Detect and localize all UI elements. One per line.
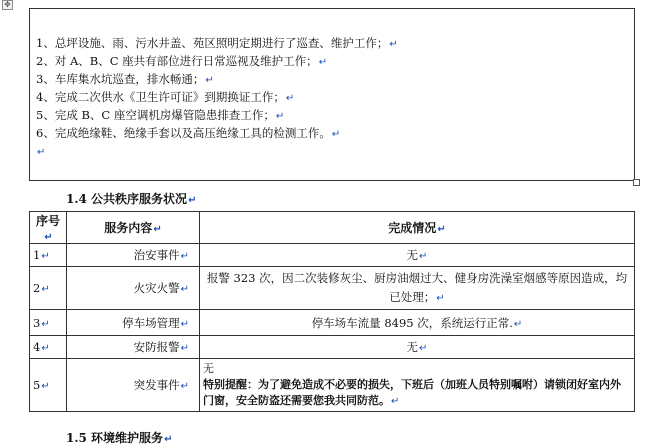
resize-handle-icon[interactable] — [633, 179, 640, 186]
paragraph-mark-icon: ↵ — [318, 57, 328, 68]
paragraph-mark-icon: ↵ — [205, 75, 214, 86]
task-line: 1、总坪设施、雨、污水井盖、苑区照明定期进行了巡查、维护工作；↵ — [36, 36, 398, 50]
paragraph-mark-icon: ↵ — [180, 381, 189, 392]
paragraph-mark-icon: ↵ — [180, 251, 189, 262]
cell-no: 4↵ — [30, 336, 67, 359]
paragraph-mark-icon: ↵ — [419, 343, 428, 354]
table-row — [30, 310, 635, 336]
paragraph-mark-icon: ↵ — [188, 195, 197, 206]
cell-result: 无 特别提醒：为了避免造成不必要的损失，下班后（加班人员特别嘱咐）请锁闭好室内外门窗，安全防盗还需要您我共同防范。↵ — [200, 359, 635, 412]
header-no: 序号↵ — [30, 212, 67, 244]
paragraph-mark-icon: ↵ — [164, 434, 173, 445]
cell-item: 治安事件↵ — [67, 244, 200, 267]
paragraph-mark-icon: ↵ — [41, 251, 50, 262]
table-move-handle-icon[interactable]: ✥ — [2, 0, 13, 10]
paragraph-mark-icon: ↵ — [437, 224, 446, 235]
cell-no: 1↵ — [30, 244, 67, 267]
task-line: 6、完成绝缘鞋、绝缘手套以及高压绝缘工具的检测工作。↵ — [36, 126, 341, 140]
cell-item: 安防报警↵ — [67, 336, 200, 359]
cell-no: 3↵ — [30, 310, 67, 336]
special-reminder: 特别提醒：为了避免造成不必要的损失，下班后（加班人员特别嘱咐）请锁闭好室内外门窗，安全防盗还需要您我共同防范。 — [203, 377, 621, 407]
cell-item: 火灾火警↵ — [67, 267, 200, 310]
task-line: 4、完成二次供水《卫生许可证》到期换证工作；↵ — [36, 90, 295, 104]
cell-result: 无↵ — [200, 336, 635, 359]
task-line: 2、对 A、B、C 座共有部位进行日常巡视及维护工作；↵ — [36, 54, 328, 68]
paragraph-mark-icon: ↵ — [41, 284, 50, 295]
paragraph-mark-icon: ↵ — [180, 343, 189, 354]
paragraph-mark-icon: ↵ — [41, 381, 50, 392]
table-row — [30, 336, 635, 359]
paragraph-mark-icon: ↵ — [37, 147, 46, 158]
cell-no: 5↵ — [30, 359, 67, 412]
header-result: 完成情况↵ — [200, 212, 635, 244]
table-row — [30, 359, 635, 412]
table-header-row — [30, 212, 635, 244]
header-item: 服务内容↵ — [67, 212, 200, 244]
cell-item: 停车场管理↵ — [67, 310, 200, 336]
maintenance-task-box — [29, 8, 635, 181]
service-table — [29, 211, 635, 412]
paragraph-mark-icon: ↵ — [389, 39, 398, 50]
paragraph-mark-icon: ↵ — [285, 93, 295, 104]
cell-result: 停车场车流量 8495 次，系统运行正常.↵ — [200, 310, 635, 336]
paragraph-mark-icon: ↵ — [44, 232, 53, 243]
paragraph-mark-icon: ↵ — [180, 318, 189, 330]
paragraph-mark-icon: ↵ — [275, 111, 285, 122]
paragraph-mark-icon: ↵ — [436, 292, 445, 304]
paragraph-mark-icon: ↵ — [419, 251, 428, 262]
empty-paragraph — [36, 144, 45, 160]
cell-no: 2↵ — [30, 267, 67, 310]
paragraph-mark-icon: ↵ — [41, 318, 50, 330]
cell-result: 报警 323 次，因二次装修灰尘、厨房油烟过大、健身房洗澡室烟感等原因造成，均已处理；↵ — [200, 267, 635, 310]
paragraph-mark-icon: ↵ — [513, 318, 523, 330]
paragraph-mark-icon: ↵ — [41, 343, 50, 354]
table-row — [30, 244, 635, 267]
paragraph-mark-icon: ↵ — [180, 284, 189, 295]
task-line: 3、车库集水坑巡查，排水畅通；↵ — [36, 72, 214, 86]
cell-item: 突发事件↵ — [67, 359, 200, 412]
section-heading-public-order: 1.4 公共秩序服务状况↵ — [66, 192, 197, 206]
cell-result: 无↵ — [200, 244, 635, 267]
paragraph-mark-icon: ↵ — [153, 224, 162, 235]
paragraph-mark-icon: ↵ — [331, 129, 341, 140]
paragraph-mark-icon: ↵ — [391, 395, 400, 407]
table-row — [30, 267, 635, 310]
section-heading-environment: 1.5 环境维护服务↵ — [66, 431, 173, 445]
task-line: 5、完成 B、C 座空调机房爆管隐患排查工作；↵ — [36, 108, 285, 122]
